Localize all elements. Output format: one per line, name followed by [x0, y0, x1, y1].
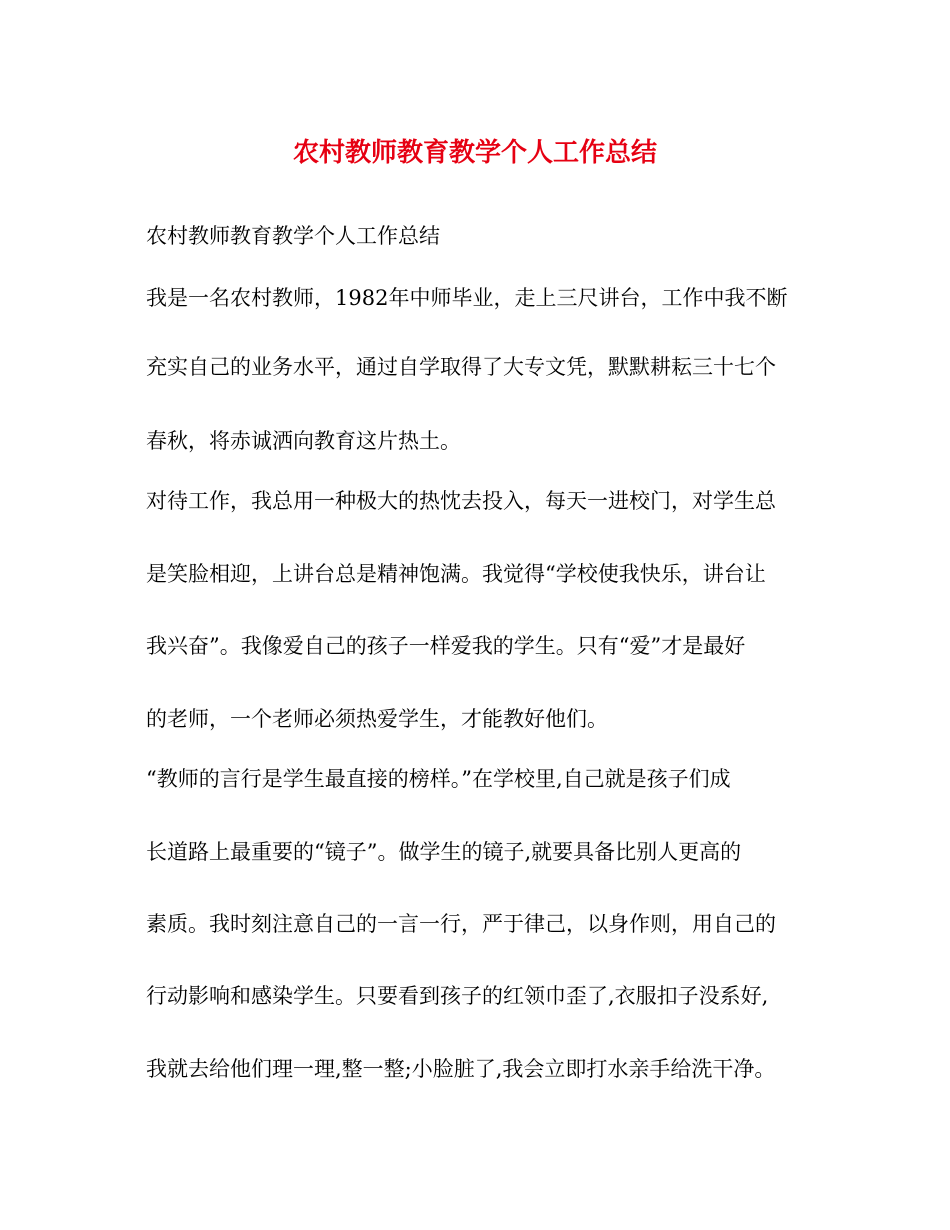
paragraph-line: “教师的言行是学生最直接的榜样。”在学校里,自己就是孩子们成	[146, 767, 731, 791]
document-title: 农村教师教育教学个人工作总结	[292, 138, 657, 168]
paragraph-line: 春秋，将赤诚洒向教育这片热土。	[146, 429, 461, 453]
paragraph-line: 我就去给他们理一理,整一整;小脸脏了,我会立即打水亲手给洗干净。	[146, 1057, 776, 1081]
paragraph-line: 充实自己的业务水平，通过自学取得了大专文凭，默默耕耘三十七个	[146, 355, 776, 379]
paragraph-line: 长道路上最重要的“镜子”。做学生的镜子,就要具备比别人更高的	[146, 840, 742, 864]
paragraph-line: 我兴奋”。我像爱自己的孩子一样爱我的学生。只有“爱”才是最好	[146, 634, 746, 658]
paragraph-line: 是笑脸相迎，上讲台总是精神饱满。我觉得“学校使我快乐，讲台让	[146, 562, 766, 586]
paragraph-line: 的老师，一个老师必须热爱学生，才能教好他们。	[146, 707, 608, 731]
paragraph-line: 素质。我时刻注意自己的一言一行，严于律己，以身作则，用自己的	[146, 912, 776, 936]
paragraph-line: 我是一名农村教师，1982年中师毕业，走上三尺讲台，工作中我不断	[146, 286, 788, 310]
paragraph-line: 行动影响和感染学生。只要看到孩子的红领巾歪了,衣服扣子没系好,	[146, 984, 769, 1008]
paragraph-line: 对待工作，我总用一种极大的热忱去投入，每天一进校门，对学生总	[146, 489, 776, 513]
subtitle-line: 农村教师教育教学个人工作总结	[146, 224, 440, 248]
